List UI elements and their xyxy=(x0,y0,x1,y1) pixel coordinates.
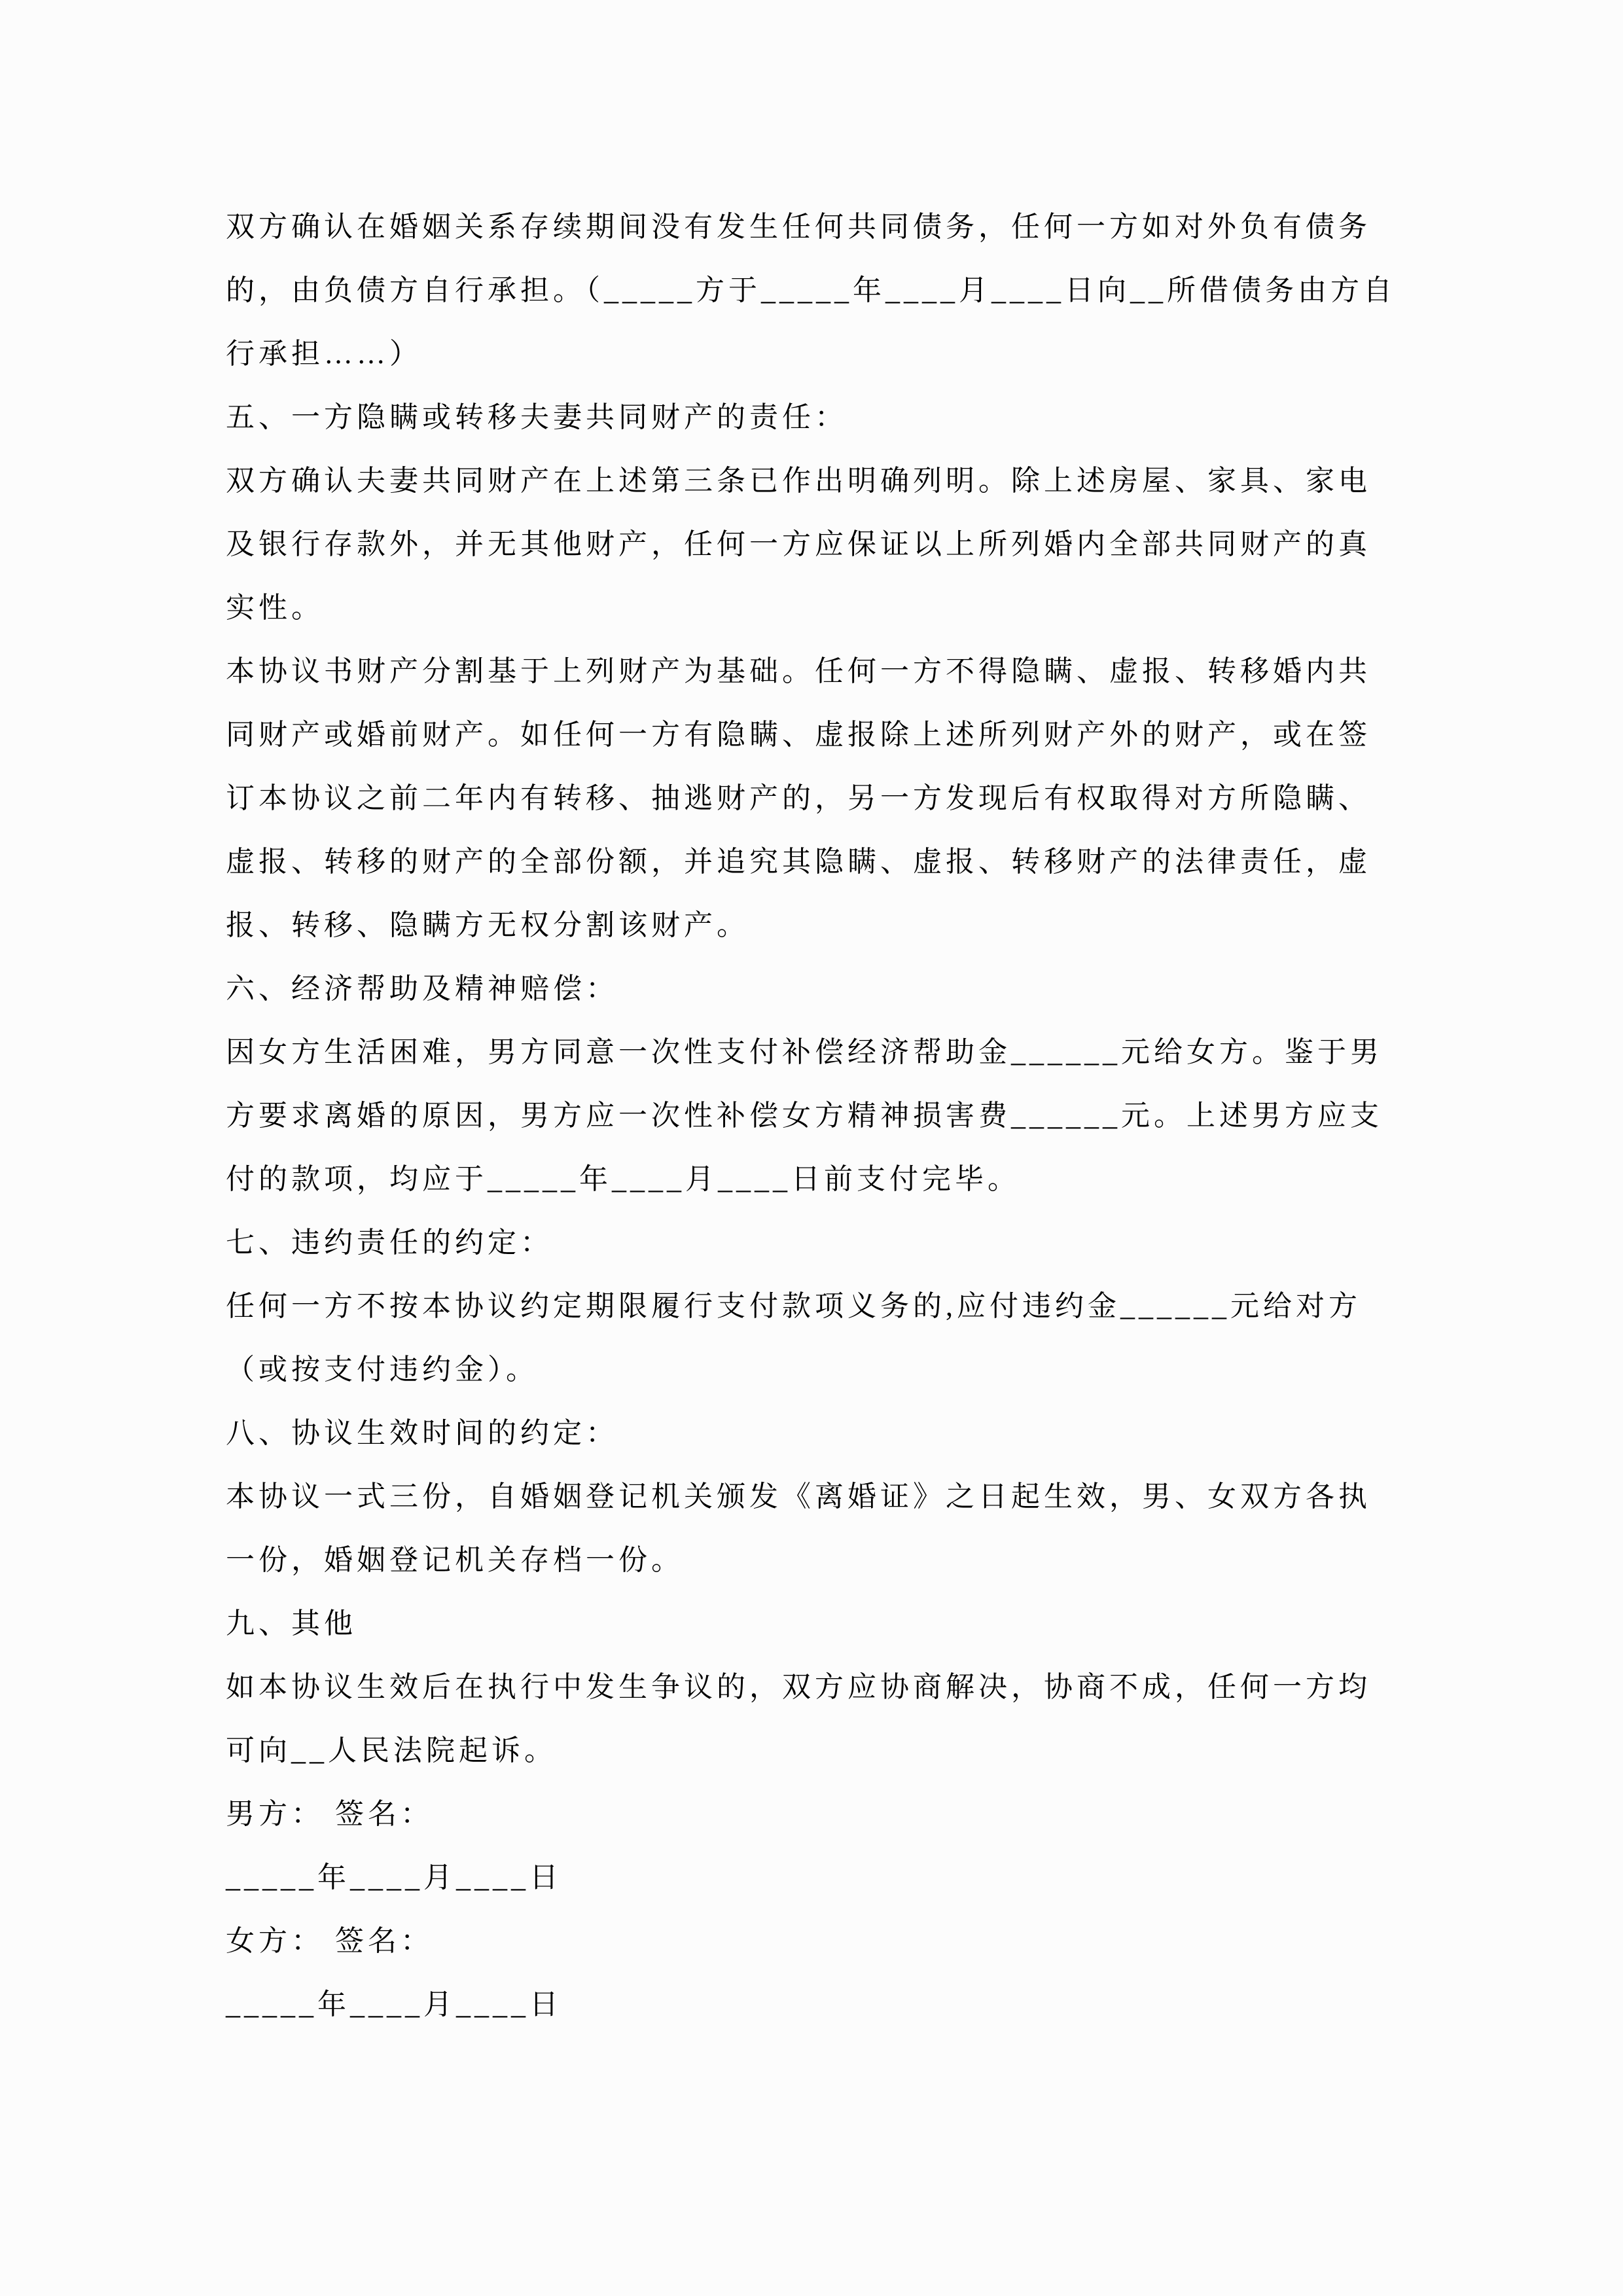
doc-line-section6-heading: 六、经济帮助及精神赔偿： xyxy=(226,973,618,1005)
doc-line-husband-signature-label: 男方： 签名： xyxy=(226,1798,433,1830)
doc-line-section9-heading: 九、其他 xyxy=(226,1607,357,1640)
doc-line-debt-confirm-2: 的，由负债方自行承担。（_____方于_____年____月____日向__所借债务由方自 xyxy=(226,274,1396,306)
doc-line-section7-heading: 七、违约责任的约定： xyxy=(226,1227,553,1259)
doc-line-section8-para-2: 一份，婚姻登记机关存档一份。 xyxy=(226,1544,684,1576)
doc-line-debt-confirm-1: 双方确认在婚姻关系存续期间没有发生任何共同债务，任何一方如对外负有债务 xyxy=(226,211,1371,243)
doc-line-section9-para-1: 如本协议生效后在执行中发生争议的，双方应协商解决，协商不成，任何一方均 xyxy=(226,1671,1371,1703)
doc-line-section8-heading: 八、协议生效时间的约定： xyxy=(226,1417,618,1449)
doc-line-section5-para2-5: 报、转移、隐瞒方无权分割该财产。 xyxy=(226,909,749,941)
agreement-text-block xyxy=(226,195,1404,2036)
doc-line-section5-para2-1: 本协议书财产分割基于上列财产为基础。任何一方不得隐瞒、虚报、转移婚内共 xyxy=(226,655,1371,687)
doc-line-section8-para-1: 本协议一式三份，自婚姻登记机关颁发《离婚证》之日起生效，男、女双方各执 xyxy=(226,1480,1371,1513)
doc-line-section5-para2-4: 虚报、转移的财产的全部份额，并追究其隐瞒、虚报、转移财产的法律责任，虚 xyxy=(226,846,1371,878)
doc-line-section5-heading: 五、一方隐瞒或转移夫妻共同财产的责任： xyxy=(226,401,847,433)
doc-line-section5-para1-3: 实性。 xyxy=(226,592,324,624)
doc-line-section6-para-1: 因女方生活困难，男方同意一次性支付补偿经济帮助金______元给女方。鉴于男 xyxy=(226,1036,1383,1068)
doc-line-section5-para2-2: 同财产或婚前财产。如任何一方有隐瞒、虚报除上述所列财产外的财产，或在签 xyxy=(226,719,1371,751)
doc-line-wife-signature-label: 女方： 签名： xyxy=(226,1925,433,1957)
doc-line-section6-para-2: 方要求离婚的原因，男方应一次性补偿女方精神损害费______元。上述男方应支 xyxy=(226,1100,1383,1132)
doc-line-wife-signature-date: _____年____月____日 xyxy=(226,1988,562,2020)
doc-line-husband-signature-date: _____年____月____日 xyxy=(226,1861,562,1893)
doc-line-debt-confirm-3: 行承担……） xyxy=(226,338,422,370)
doc-line-section7-para-1: 任何一方不按本协议约定期限履行支付款项义务的,应付违约金______元给对方 xyxy=(226,1290,1361,1322)
doc-line-section5-para1-2: 及银行存款外，并无其他财产，任何一方应保证以上所列婚内全部共同财产的真 xyxy=(226,528,1371,560)
doc-line-section7-para-2: （或按支付违约金）。 xyxy=(226,1354,539,1386)
doc-line-section6-para-3: 付的款项，均应于_____年____月____日前支付完毕。 xyxy=(226,1163,1020,1195)
doc-line-section9-para-2: 可向__人民法院起诉。 xyxy=(226,1734,557,1767)
doc-line-section5-para2-3: 订本协议之前二年内有转移、抽逃财产的，另一方发现后有权取得对方所隐瞒、 xyxy=(226,782,1371,814)
doc-line-section5-para1-1: 双方确认夫妻共同财产在上述第三条已作出明确列明。除上述房屋、家具、家电 xyxy=(226,465,1371,497)
